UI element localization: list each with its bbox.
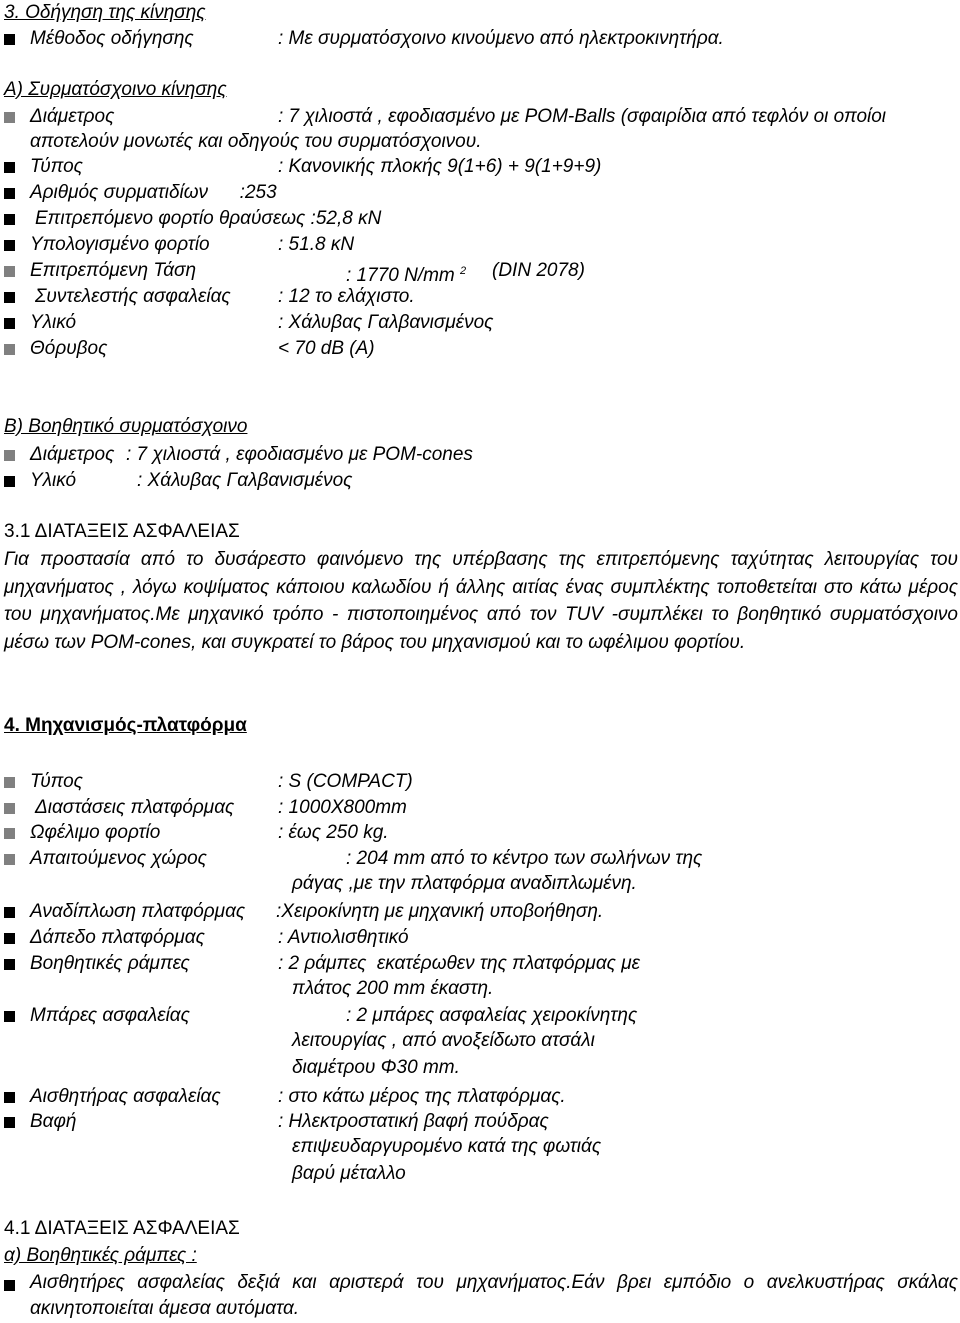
a-safety-value: : 12 το ελάχιστο. [278,286,415,307]
section-3-1-heading: 3.1 ΔΙΑΤΑΞΕΙΣ ΑΣΦΑΛΕΙΑΣ [4,521,240,542]
s4-space-continuation: ράγας ,με την πλατφόρμα αναδιπλωμένη. [292,873,637,894]
a-tension-value: : 1770 N/mm $^2$ [346,265,467,286]
s4-ramps-continuation: πλάτος 200 mm έκαστη. [292,978,494,999]
s4-floor-value: : Αντιολισθητικό [278,927,409,948]
a-diameter-label: Διάμετρος [30,106,115,127]
a-noise-label: Θόρυβος [30,338,108,359]
s4-type-label: Τύπος [30,771,83,792]
s4-bars-continuation-2: διαμέτρου Φ30 mm. [292,1057,460,1078]
a-tension-label: Επιτρεπόμενη Τάση [30,260,197,281]
bullet-icon [4,803,15,814]
s4-dims-value: : 1000X800mm [278,797,407,818]
bullet-icon [4,240,15,251]
a-noise-value: < 70 dB (A) [278,338,375,359]
s4-sensor-label: Αισθητήρας ασφαλείας [30,1086,221,1107]
bullet-icon [4,344,15,355]
bullet-icon [4,854,15,865]
bullet-icon [4,933,15,944]
a-calc-load-value: : 51.8 κΝ [278,234,355,255]
bullet-icon [4,1011,15,1022]
a-type-label: Τύπος [30,156,83,177]
a-breaking-load: Επιτρεπόμενο φορτίο θραύσεως :52,8 κΝ [35,208,382,229]
a-material-value: : Χάλυβας Γαλβανισμένος [278,312,494,333]
bullet-icon [4,112,15,123]
s4-space-label: Απαιτούμενος χώρος [30,848,207,869]
a-diameter-continuation: αποτελούν μονωτές και οδηγούς του συρματόσχοινου. [30,131,482,152]
s4-type-value: : S (COMPACT) [278,771,413,792]
bullet-icon [4,292,15,303]
a-safety-label: Συντελεστής ασφαλείας [35,286,231,307]
b-diameter-value: : 7 χιλιοστά , εφοδιασμένο με POM-cones [126,444,473,465]
s4-paint-value: : Ηλεκτροστατική βαφή πούδρας [278,1111,549,1132]
bullet-icon [4,907,15,918]
s4-load-value: : έως 250 kg. [278,822,389,843]
bullet-icon [4,959,15,970]
method-label: Μέθοδος οδήγησης [30,28,194,49]
section-4-heading: 4. Μηχανισμός-πλατφόρμα [4,715,247,736]
bullet-icon [4,828,15,839]
a-material-label: Υλικό [30,312,77,333]
bullet-icon [4,1280,15,1291]
bullet-icon [4,266,15,277]
section-4-1-heading: 4.1 ΔΙΑΤΑΞΕΙΣ ΑΣΦΑΛΕΙΑΣ [4,1218,240,1239]
b-material-value: : Χάλυβας Γαλβανισμένος [137,470,353,491]
s4-ramps-value: : 2 ράμπες εκατέρωθεν της πλατφόρμας με [278,953,640,974]
section-4-1-text: Αισθητήρες ασφαλείας δεξιά και αριστερά του μηχανήματος.Εάν βρει εμπόδιο ο ανελκυστήρας σκάλας ακινητοποιείται άμεσα αυτόματα. [30,1272,958,1319]
b-diameter-label: Διάμετρος [30,444,115,465]
section-b-title: Β) Βοηθητικό συρματόσχοινο [4,416,248,437]
b-material-label: Υλικό [30,470,77,491]
s4-paint-label: Βαφή [30,1111,77,1132]
bullet-icon [4,1092,15,1103]
bullet-icon [4,777,15,788]
section-a-title: Α) Συρματόσχοινο κίνησης [4,79,227,100]
a-wires: Αριθμός συρματιδίων :253 [30,182,277,203]
section-3-heading: 3. Οδήγηση της κίνησης [4,2,206,23]
a-type-value: : Κανονικής πλοκής 9(1+6) + 9(1+9+9) [278,156,602,177]
a-calc-load-label: Υπολογισμένο φορτίο [30,234,210,255]
s4-fold-label: Αναδίπλωση πλατφόρμας [30,901,246,922]
bullet-icon [4,214,15,225]
s4-ramps-label: Βοηθητικές ράμπες [30,953,190,974]
s4-bars-value: : 2 μπάρες ασφαλείας χειροκίνητης [346,1005,638,1026]
s4-bars-continuation-1: λειτουργίας , από ανοξείδωτο ατσάλι [292,1030,595,1051]
a-tension-standard: (DIN 2078) [492,260,585,281]
s4-space-value: : 204 mm από το κέντρο των σωλήνων της [346,848,703,869]
s4-load-label: Ωφέλιμο φορτίο [30,822,161,843]
section-4-1-subtitle: α) Βοηθητικές ράμπες : [4,1245,197,1266]
s4-dims-label: Διαστάσεις πλατφόρμας [35,797,235,818]
bullet-icon [4,162,15,173]
s4-sensor-value: : στο κάτω μέρος της πλατφόρμας. [278,1086,566,1107]
bullet-icon [4,188,15,199]
section-3-1-paragraph: Για προστασία από το δυσάρεστο φαινόμενο της υπέρβασης της επιτρεπόμενης ταχύτητας λειτουργίας του μηχανήματος , λόγω κοψίματος κάποιου καλωδίου ή άλλης αιτίας ένας συμπλέκτης τοποθετείται στο κάτω μέρος του μηχανήματος.Με μηχανικό τρόπο - πιστοποιημένος από τον TUV -συμπλέκει το βοηθητικό συρματόσχοινο μέσω των POM-cones, και συγκρατεί το βάρος του μηχανισμού και το ωφέλιμου φορτίου. [4,549,958,653]
bullet-icon [4,450,15,461]
method-value: : Με συρματόσχοινο κινούμενο από ηλεκτροκινητήρα. [278,28,724,49]
bullet-icon [4,34,15,45]
s4-paint-continuation-2: βαρύ μέταλλο [292,1163,406,1184]
s4-floor-label: Δάπεδο πλατφόρμας [30,927,205,948]
a-diameter-value: : 7 χιλιοστά , εφοδιασμένο με POM-Balls (σφαιρίδια από τεφλόν οι οποίοι [278,106,887,127]
s4-fold-value: :Χειροκίνητη με μηχανική υποβοήθηση. [276,901,604,922]
bullet-icon [4,476,15,487]
bullet-icon [4,1117,15,1128]
bullet-icon [4,318,15,329]
s4-paint-continuation-1: επιψευδαργυρομένο κατά της φωτιάς [292,1136,602,1157]
s4-bars-label: Μπάρες ασφαλείας [30,1005,190,1026]
